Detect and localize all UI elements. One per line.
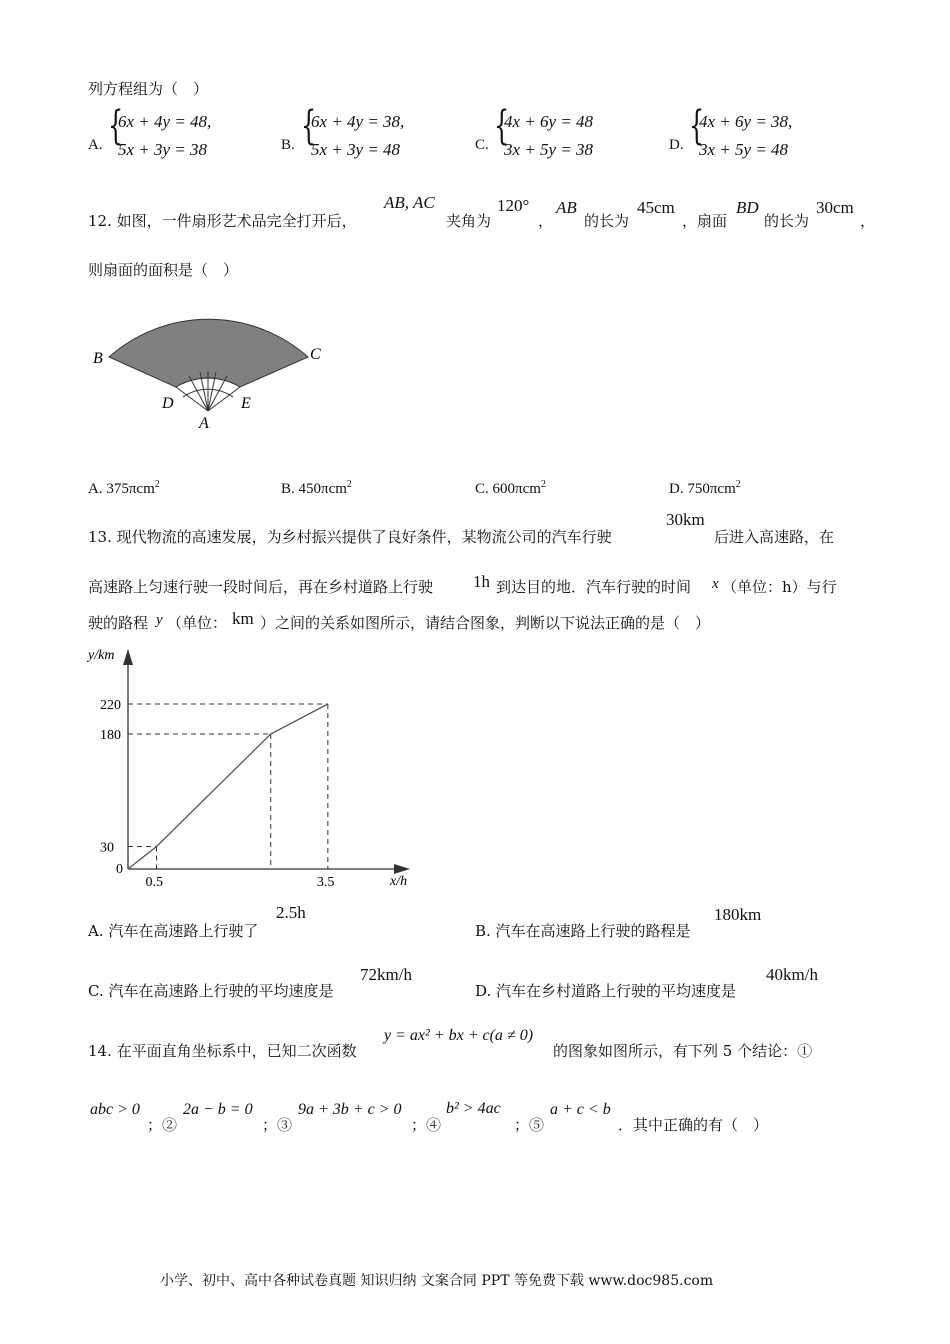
math: AB	[556, 198, 577, 217]
q12-option-d	[669, 479, 741, 498]
label-d: D	[162, 395, 174, 412]
math: km	[232, 609, 254, 628]
conclusion-2: 2a − b = 0	[183, 1101, 253, 1118]
math: 30cm	[816, 198, 854, 217]
equation: 4x + 6y = 38,	[699, 112, 793, 131]
option-text: B. 450πcm	[281, 481, 347, 497]
x-tick-label: 3.5	[316, 875, 335, 890]
equation: 6x + 4y = 38,	[311, 112, 405, 131]
x-axis-label: x/h	[390, 874, 408, 889]
math: 1h	[473, 572, 490, 591]
equation: 5x + 3y = 48	[311, 140, 401, 159]
text: 的长为	[764, 212, 810, 230]
math: 2.5h	[276, 903, 306, 922]
conclusion-3: 9a + 3b + c > 0	[298, 1101, 402, 1118]
text: ；④	[411, 1116, 442, 1134]
text: 高速路上匀速行驶一段时间后，再在乡村道路上行驶	[88, 578, 434, 596]
q12-option-a	[88, 479, 160, 498]
text: ）之间的关系如图所示，请结合图象，判断以下说法正确的是（ ）	[260, 614, 711, 632]
conclusion-5: a + c < b	[550, 1101, 611, 1118]
text: 后进入高速路，在	[714, 528, 835, 546]
text: ．其中正确的有（ ）	[618, 1116, 769, 1134]
text: ，扇面	[682, 212, 728, 230]
math: AB, AC	[384, 193, 435, 212]
fan-figure	[85, 295, 345, 440]
option-label: D.	[669, 137, 684, 153]
label-c: C	[310, 346, 321, 363]
q13-option-b: B. 汽车在高速路上行驶的路程是	[475, 922, 691, 940]
q12-option-b	[281, 479, 352, 498]
superscript: 2	[346, 479, 352, 490]
equation-system: { 6x + 4y = 48, 5x + 3y = 38	[108, 103, 212, 159]
math: x	[712, 576, 719, 592]
option-label: A.	[88, 137, 103, 153]
conclusion-4: b² > 4ac	[446, 1100, 501, 1117]
option-label: C.	[475, 137, 489, 153]
q12-option-c	[475, 479, 546, 498]
text: （单位：h）与行	[722, 578, 837, 596]
q11-stem: 列方程组为（ ）	[88, 80, 209, 98]
distance-time-chart	[80, 643, 420, 893]
text: 的长为	[584, 212, 630, 230]
text: 到达目的地．汽车行驶的时间	[496, 578, 692, 596]
text: 的图象如图所示，有下列 5 个结论：①	[553, 1042, 813, 1060]
superscript: 2	[154, 479, 160, 490]
math: 120°	[497, 196, 530, 215]
equation: 3x + 5y = 48	[699, 140, 789, 159]
text: 驶的路程	[88, 614, 149, 632]
x-axis-arrow	[394, 864, 410, 874]
text: 13. 现代物流的高速发展，为乡村振兴提供了良好条件，某物流公司的汽车行驶	[88, 528, 612, 546]
y-tick-label: 180	[100, 728, 121, 743]
q13-option-d: D. 汽车在乡村道路上行驶的平均速度是	[475, 982, 737, 1000]
function-expression: y = ax² + bx + c(a ≠ 0)	[384, 1027, 534, 1044]
y-tick-label: 220	[100, 698, 121, 713]
label-b: B	[93, 350, 103, 367]
text: （单位：	[167, 614, 228, 632]
math: 72km/h	[360, 965, 412, 984]
equation: 6x + 4y = 48,	[118, 112, 212, 131]
q13-option-c: C. 汽车在高速路上行驶的平均速度是	[88, 982, 334, 1000]
math: 40km/h	[766, 965, 818, 984]
equation: 5x + 3y = 38	[118, 140, 208, 159]
equation-system: { 6x + 4y = 38, 5x + 3y = 48	[301, 103, 405, 159]
text: 夹角为	[446, 212, 492, 230]
text: 14. 在平面直角坐标系中，已知二次函数	[88, 1042, 357, 1060]
label-a: A	[199, 415, 209, 432]
math: 30km	[666, 510, 705, 529]
y-axis-label: y/km	[88, 648, 115, 663]
label-e: E	[241, 395, 251, 412]
equation-system: { 4x + 6y = 48 3x + 5y = 38	[494, 103, 594, 159]
option-text: D. 750πcm	[669, 481, 736, 497]
text: 12. 如图，一件扇形艺术品完全打开后，	[88, 212, 357, 230]
equation: 4x + 6y = 48	[504, 112, 594, 131]
math: y	[156, 612, 163, 628]
option-text: A. 375πcm	[88, 481, 155, 497]
math: 45cm	[637, 198, 675, 217]
data-series-line	[128, 704, 328, 869]
math: BD	[736, 198, 759, 217]
origin-label: 0	[116, 862, 123, 877]
rib	[208, 387, 240, 411]
text: ；②	[147, 1116, 178, 1134]
superscript: 2	[540, 479, 546, 490]
equation-system: { 4x + 6y = 38, 3x + 5y = 48	[689, 103, 793, 159]
conclusion-1: abc > 0	[90, 1101, 140, 1118]
x-tick-label: 0.5	[145, 875, 164, 890]
rib	[176, 387, 208, 411]
text: ，	[538, 212, 554, 230]
y-axis-arrow	[123, 649, 133, 665]
y-tick-label: 30	[100, 840, 114, 856]
q13-option-a: A. 汽车在高速路上行驶了	[88, 922, 259, 940]
superscript: 2	[735, 479, 741, 490]
q12-question: 则扇面的面积是（ ）	[88, 261, 239, 279]
option-text: C. 600πcm	[475, 481, 541, 497]
footer-text: 小学、初中、高中各种试卷真题 知识归纳 文案合同 PPT 等免费下载 www.doc985.com	[160, 1273, 714, 1289]
text: ；③	[262, 1116, 293, 1134]
math: 180km	[714, 905, 762, 924]
text: ；⑤	[514, 1116, 545, 1134]
option-label: B.	[281, 137, 295, 153]
text: ，	[860, 212, 876, 230]
equation: 3x + 5y = 38	[504, 140, 594, 159]
